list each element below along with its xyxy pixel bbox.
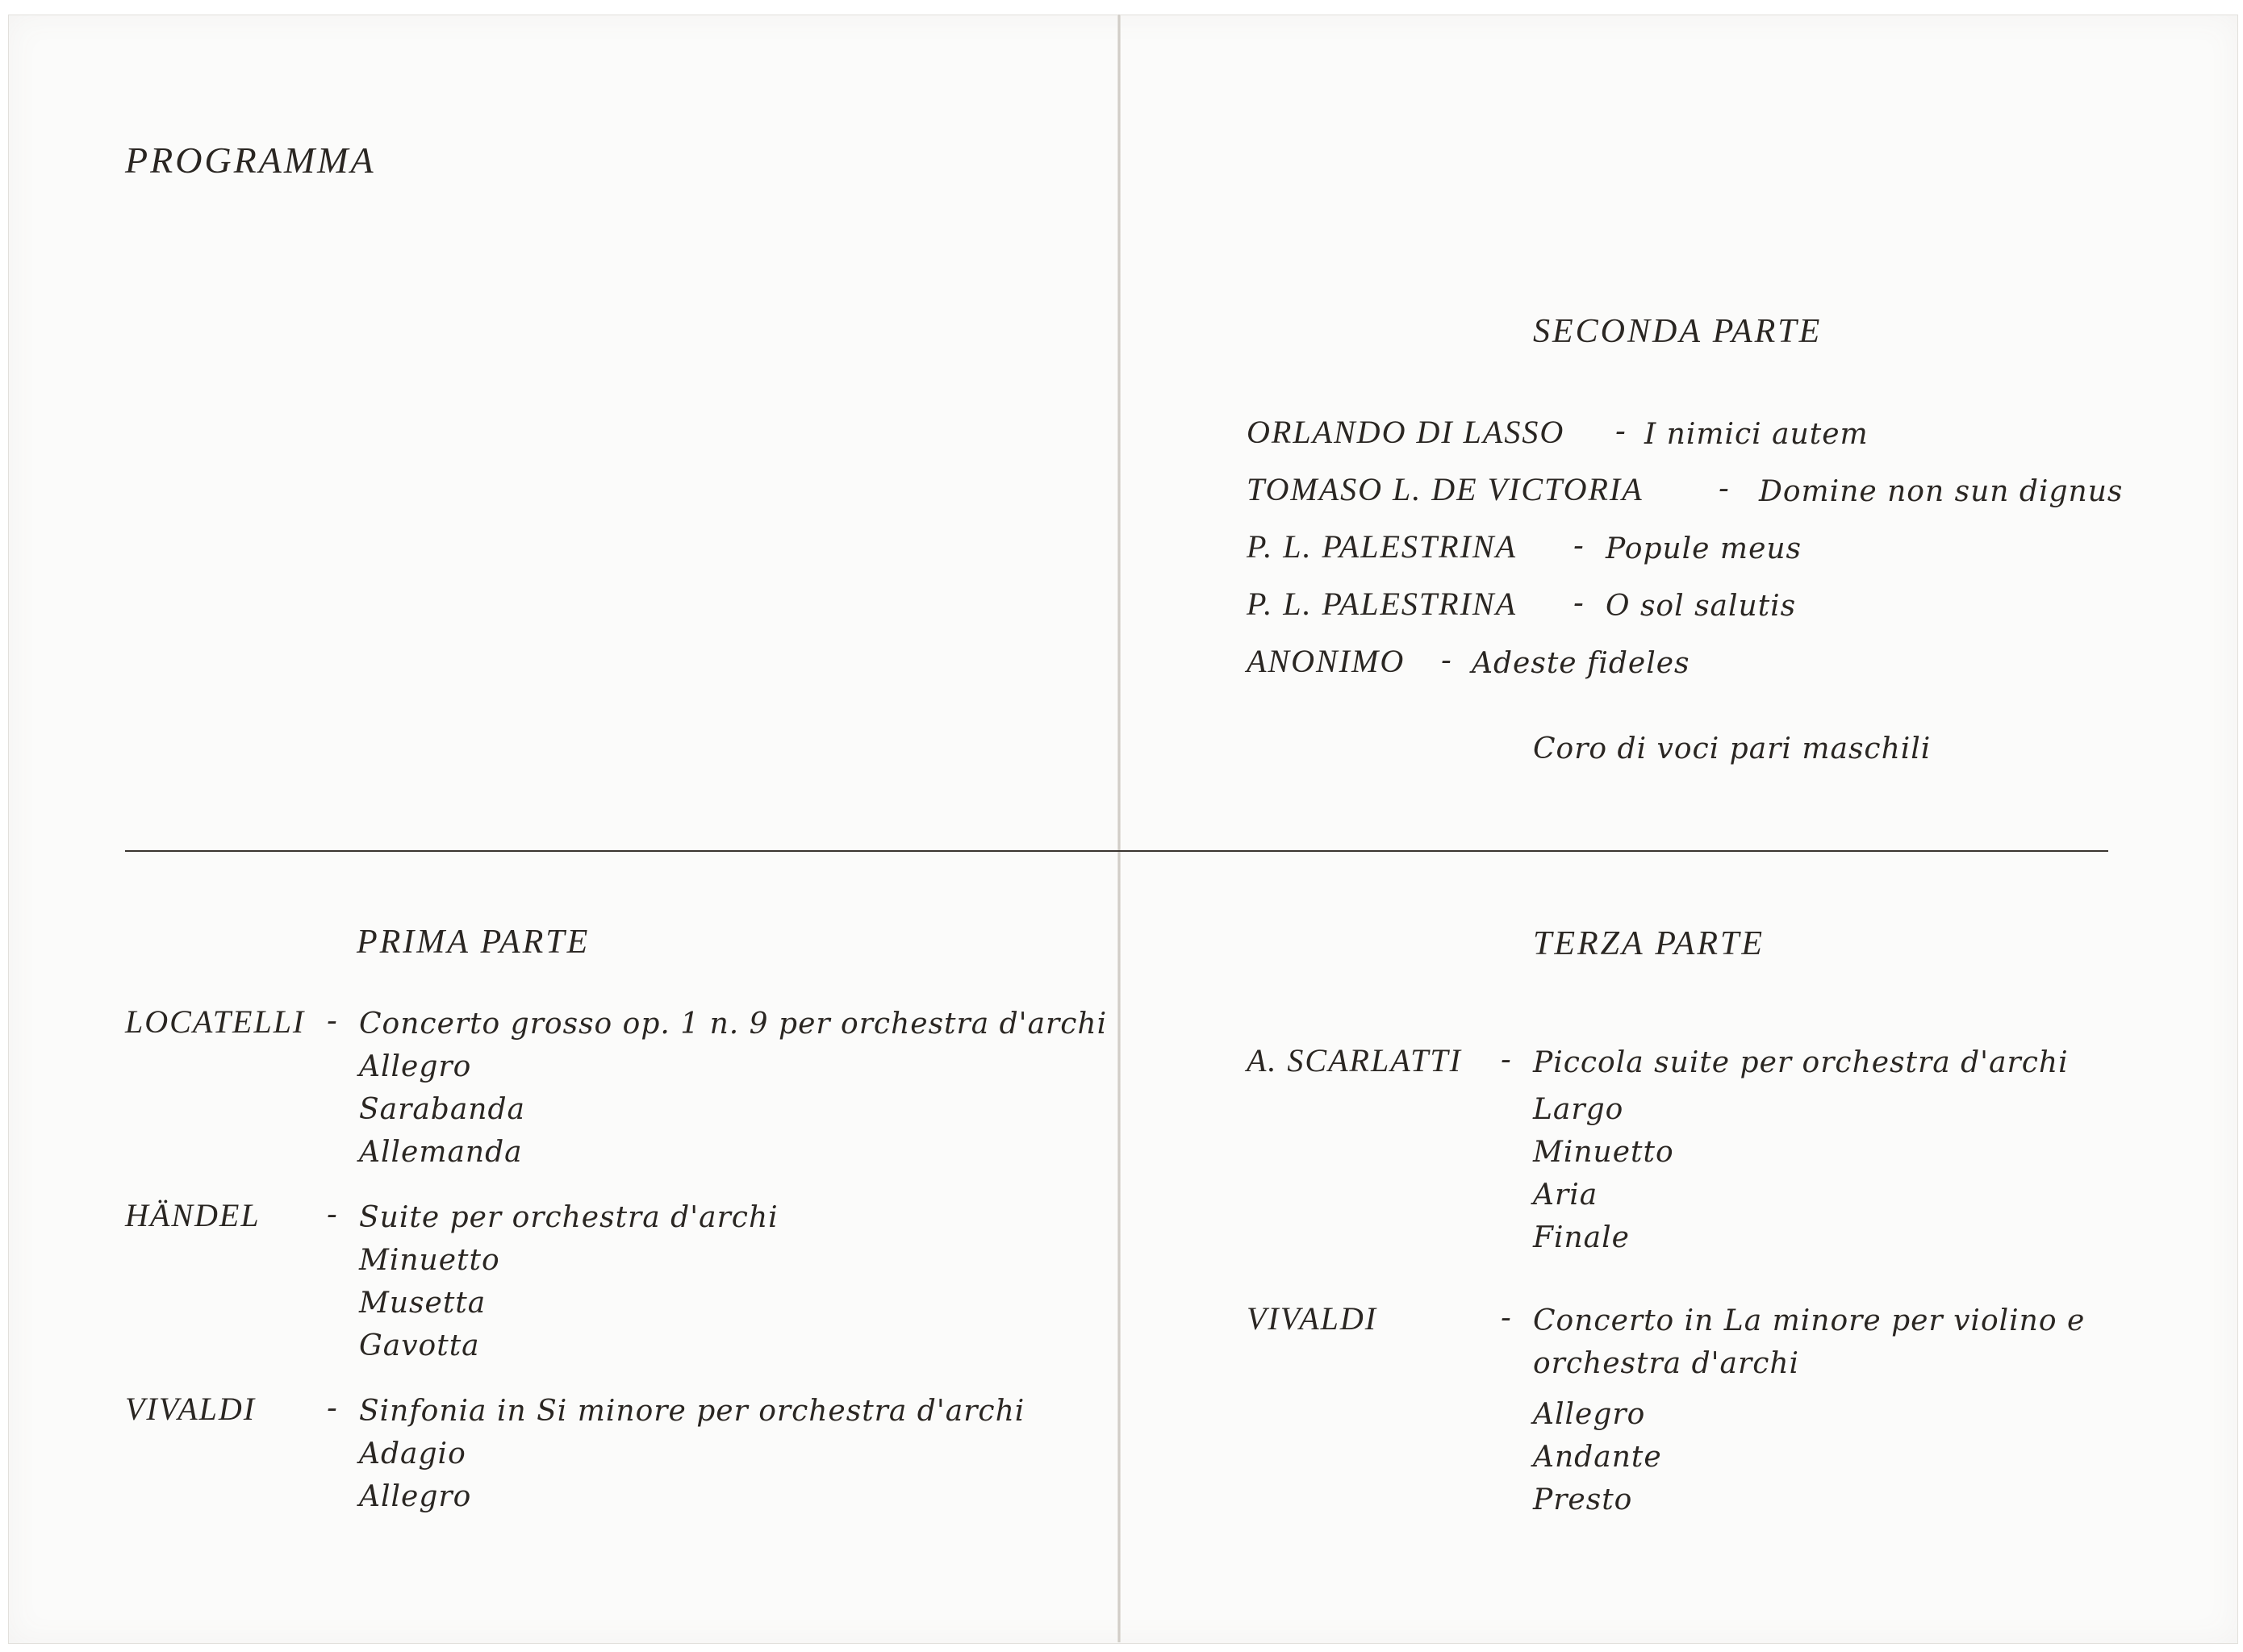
seconda-composer: TOMASO L. DE VICTORIA: [1247, 471, 1644, 507]
terza-movement: Andante: [1533, 1441, 1662, 1474]
dash: -: [1615, 413, 1626, 448]
terza-work: Piccola suite per orchestra d'archi: [1533, 1046, 2069, 1079]
prima-movement: Sarabanda: [359, 1093, 525, 1126]
programme-title: PROGRAMMA: [125, 140, 376, 181]
seconda-composer: ORLANDO DI LASSO: [1247, 414, 1565, 450]
prima-work: Concerto grosso op. 1 n. 9 per orchestra d'archi: [359, 1007, 1108, 1041]
seconda-parte-heading: SECONDA PARTE: [1533, 313, 1823, 350]
terza-movement: Aria: [1533, 1179, 1598, 1212]
seconda-work: O sol salutis: [1606, 590, 1797, 623]
terza-movement: Largo: [1533, 1093, 1624, 1126]
dash: -: [1573, 585, 1584, 620]
seconda-composer: P. L. PALESTRINA: [1247, 528, 1518, 565]
prima-work: Sinfonia in Si minore per orchestra d'archi: [359, 1395, 1025, 1428]
seconda-composer: P. L. PALESTRINA: [1247, 586, 1518, 622]
prima-movement: Minuetto: [359, 1244, 500, 1277]
dash: -: [1573, 528, 1584, 563]
terza-work-line: Concerto in La minore per violino e: [1533, 1304, 2086, 1337]
terza-movement: Finale: [1533, 1221, 1630, 1254]
programme-sheet: [8, 15, 2238, 1644]
prima-composer: VIVALDI: [125, 1391, 257, 1427]
prima-movement: Allegro: [359, 1480, 472, 1513]
dash: -: [327, 1390, 337, 1425]
prima-movement: Allegro: [359, 1050, 472, 1083]
terza-movement: Presto: [1533, 1483, 1633, 1516]
terza-work-line: orchestra d'archi: [1533, 1347, 1800, 1380]
seconda-work: Popule meus: [1606, 532, 1802, 565]
terza-composer: VIVALDI: [1247, 1300, 1378, 1337]
terza-movement: Minuetto: [1533, 1136, 1674, 1169]
dash: -: [327, 1003, 337, 1038]
terza-parte-heading: TERZA PARTE: [1533, 925, 1765, 962]
prima-parte-heading: PRIMA PARTE: [357, 924, 591, 961]
prima-composer: HÄNDEL: [125, 1197, 261, 1233]
center-fold: [1117, 15, 1121, 1642]
seconda-work: Adeste fideles: [1472, 647, 1690, 680]
dash: -: [1501, 1041, 1511, 1077]
dash: -: [327, 1196, 337, 1232]
prima-composer: LOCATELLI: [125, 1003, 306, 1040]
seconda-work: I nimici autem: [1644, 418, 1869, 451]
prima-movement: Allemanda: [359, 1136, 523, 1169]
terza-composer: A. SCARLATTI: [1247, 1042, 1462, 1078]
dash: -: [1719, 470, 1729, 506]
seconda-performers: Coro di voci pari maschili: [1533, 732, 1932, 766]
terza-movement: Allegro: [1533, 1398, 1646, 1431]
prima-movement: Musetta: [359, 1287, 487, 1320]
dash: -: [1501, 1299, 1511, 1335]
seconda-composer: ANONIMO: [1247, 643, 1406, 679]
dash: -: [1441, 642, 1451, 678]
horizontal-rule: [125, 850, 2108, 852]
prima-movement: Gavotta: [359, 1329, 480, 1362]
seconda-work: Domine non sun dignus: [1759, 475, 2124, 508]
prima-work: Suite per orchestra d'archi: [359, 1201, 779, 1234]
prima-movement: Adagio: [359, 1437, 466, 1471]
